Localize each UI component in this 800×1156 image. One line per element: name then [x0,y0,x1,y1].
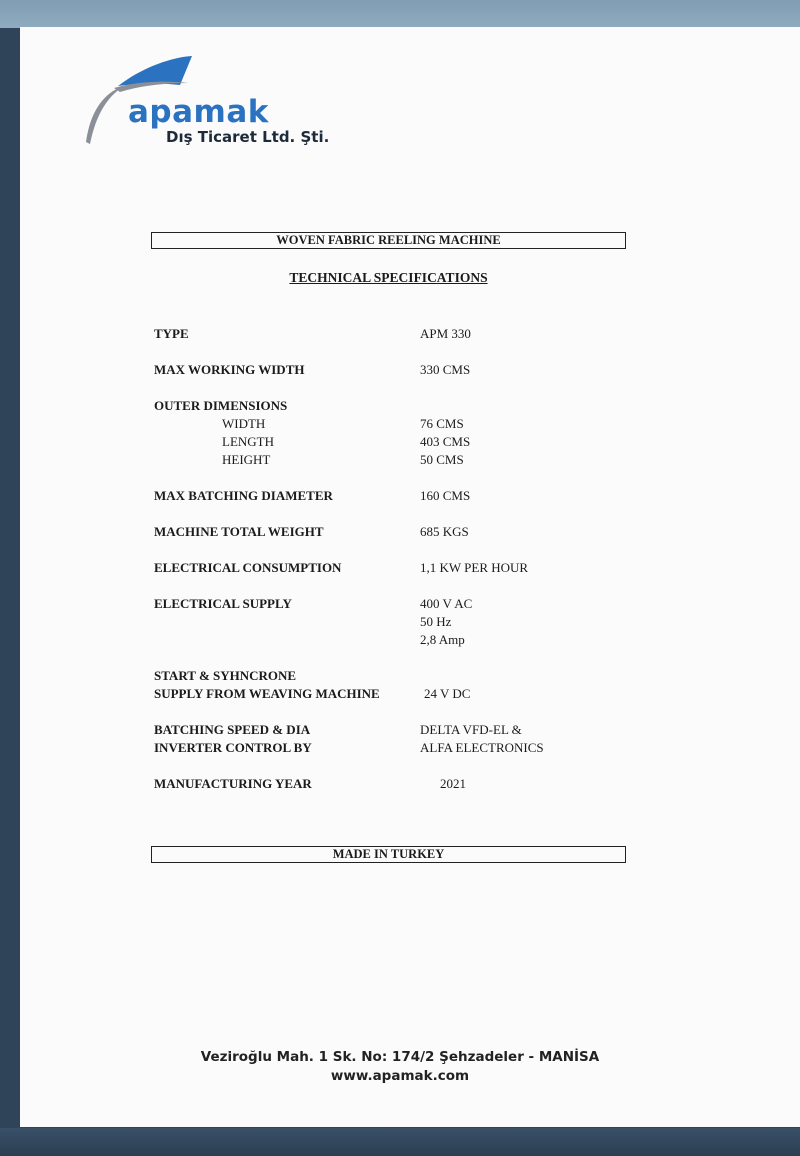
spec-label-max-batching-diameter: MAX BATCHING DIAMETER [154,488,333,503]
spec-label-outer-dimensions: OUTER DIMENSIONS [154,398,288,413]
spec-label-machine-total-weight: MACHINE TOTAL WEIGHT [154,524,324,539]
spec-value-supply-voltage: 24 V DC [424,686,471,701]
company-name: apamak [128,94,269,130]
spec-label-type: TYPE [154,326,189,341]
spec-value-machine-total-weight: 685 KGS [420,524,469,539]
spec-sublabel-length: LENGTH [222,434,274,449]
spec-label-start-synchrone: START & SYHNCRONE [154,668,297,683]
made-in-box: MADE IN TURKEY [151,846,626,863]
spec-value-current: 2,8 Amp [420,632,465,647]
spec-value-inverter-line1: DELTA VFD-EL & [420,722,522,737]
spec-sublabel-height: HEIGHT [222,452,271,467]
scan-bottom-background [0,1128,800,1156]
spec-value-electrical-consumption: 1,1 KW PER HOUR [420,560,529,575]
spec-value-max-working-width: 330 CMS [420,362,471,377]
spec-label-inverter-control: INVERTER CONTROL BY [154,740,312,755]
footer-website: www.apamak.com [330,1068,470,1084]
document-title-box: WOVEN FABRIC REELING MACHINE [151,232,626,249]
spec-label-supply-from-weaving: SUPPLY FROM WEAVING MACHINE [154,686,380,701]
spec-label-max-working-width: MAX WORKING WIDTH [154,362,305,377]
spec-value-frequency: 50 Hz [420,614,452,629]
document-subtitle: TECHNICAL SPECIFICATIONS [289,270,488,285]
spec-label-electrical-consumption: ELECTRICAL CONSUMPTION [154,560,342,575]
spec-value-length: 403 CMS [420,434,471,449]
footer-address: Veziroğlu Mah. 1 Sk. No: 174/2 Şehzadeler - MANİSA [200,1049,600,1065]
spec-value-inverter-line2: ALFA ELECTRONICS [420,740,544,755]
spec-label-electrical-supply: ELECTRICAL SUPPLY [154,596,292,611]
company-logo [84,52,330,152]
spec-sublabel-width: WIDTH [222,416,266,431]
scan-top-background [0,0,800,28]
spec-value-height: 50 CMS [420,452,464,467]
spec-value-voltage: 400 V AC [420,596,473,611]
spec-label-manufacturing-year: MANUFACTURING YEAR [154,776,312,791]
spec-value-width: 76 CMS [420,416,464,431]
company-subtitle: Dış Ticaret Ltd. Şti. [166,128,330,146]
spec-value-type: APM 330 [420,326,471,341]
spec-label-batching-speed: BATCHING SPEED & DIA [154,722,311,737]
spec-value-max-batching-diameter: 160 CMS [420,488,471,503]
spec-value-manufacturing-year: 2021 [440,776,466,791]
document-page [20,27,800,1127]
